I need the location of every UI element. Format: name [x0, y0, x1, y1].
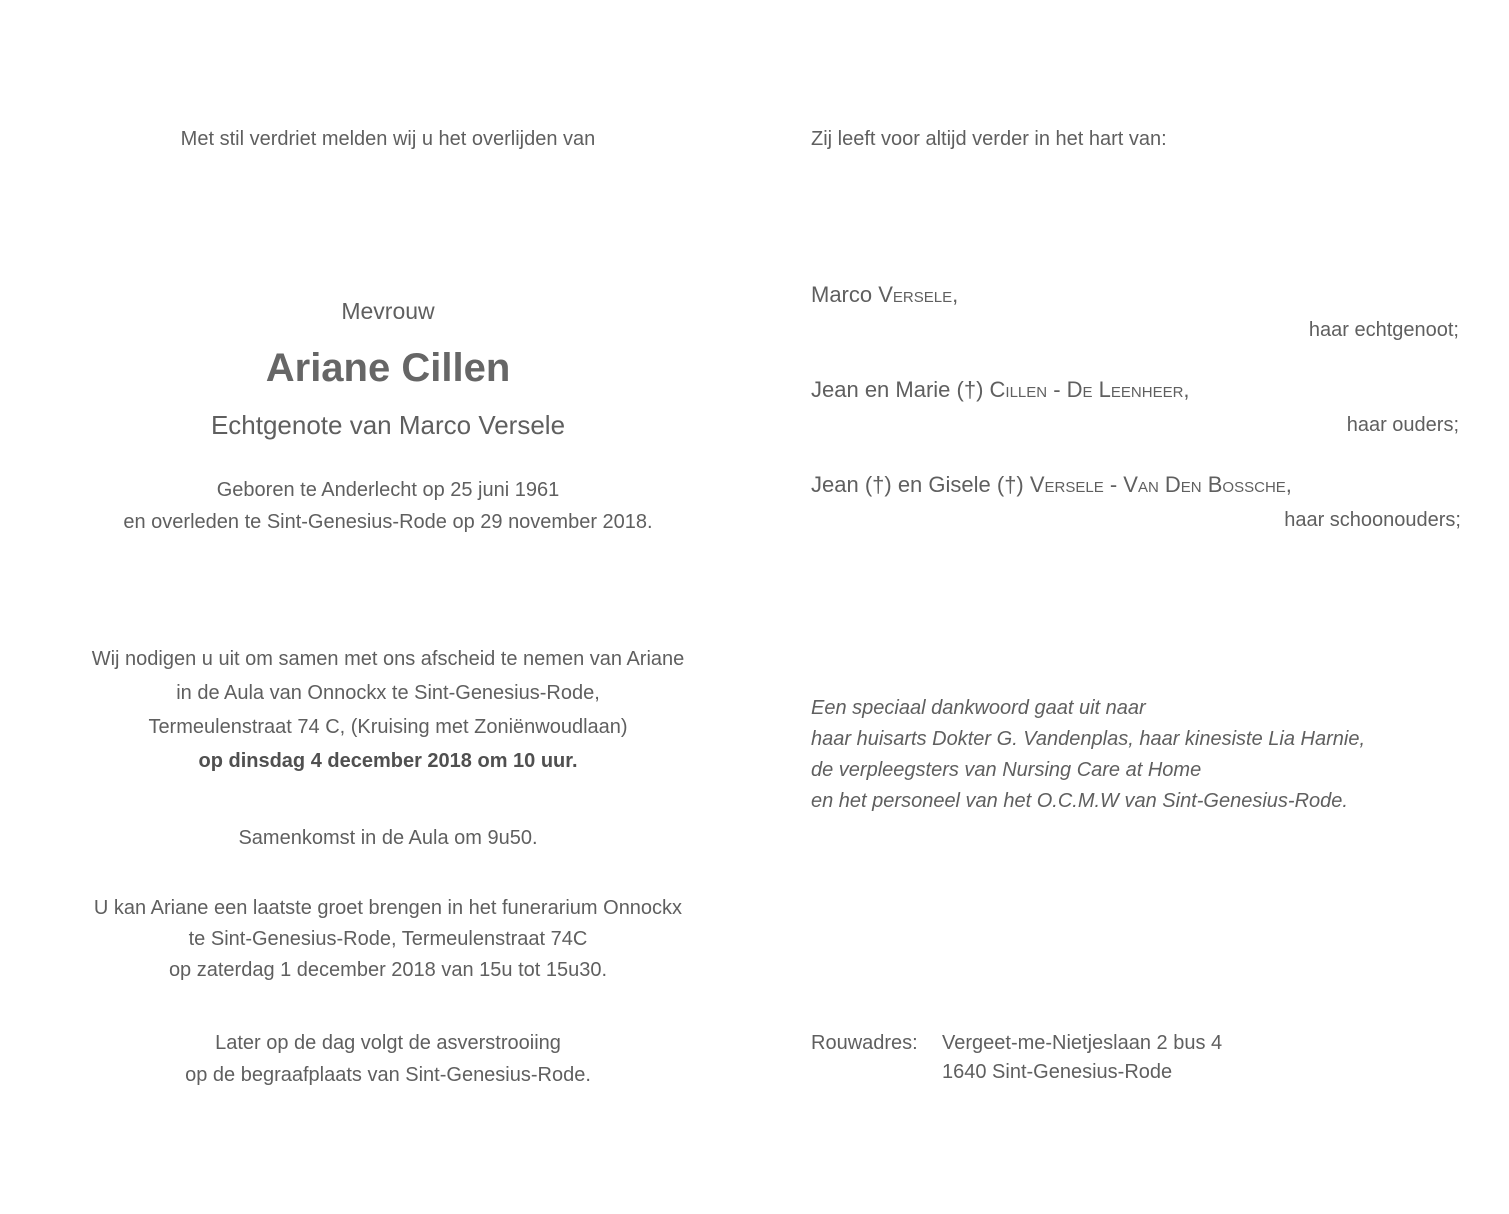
intro-text: Met stil verdriet melden wij u het overlijden van [180, 128, 596, 150]
relative-role: haar echtgenoot; [1308, 319, 1459, 341]
relative-name [811, 280, 1461, 310]
address-label: Rouwadres: [811, 1032, 918, 1054]
thanks-block [811, 693, 1461, 817]
birth-death-block [70, 474, 706, 538]
relative-given-names: Marco [811, 282, 879, 307]
death-line: en overleden te Sint-Genesius-Rode op 29 november 2018. [123, 511, 653, 533]
relative-family-name: Versele [878, 282, 953, 307]
visitation-line: op zaterdag 1 december 2018 van 15u tot 15u30. [168, 959, 608, 981]
ceremony-line: Termeulenstraat 74 C, (Kruising met Zoniënwoudlaan) [148, 716, 628, 738]
relative-family-name: Versele - Van Den Bossche [1029, 472, 1286, 497]
address-city: 1640 Sint-Genesius-Rode [942, 1061, 1173, 1083]
visitation-line: U kan Ariane een laatste groet brengen in het funerarium Onnockx [93, 897, 683, 919]
relative-role: haar ouders; [1346, 414, 1459, 436]
relative-role: haar schoonouders; [1284, 509, 1461, 531]
ceremony-date: op dinsdag 4 december 2018 om 10 uur. [198, 750, 578, 772]
address-block [942, 1029, 1222, 1087]
thanks-line: Een speciaal dankwoord gaat uit naar [811, 697, 1146, 719]
address-street: Vergeet-me-Nietjeslaan 2 bus 4 [942, 1032, 1223, 1054]
relative-family-name: Cillen - De Leenheer [989, 377, 1184, 402]
visitation-line: te Sint-Genesius-Rode, Termeulenstraat 74C [188, 928, 588, 950]
spouse-line: Echtgenote van Marco Versele [210, 410, 566, 440]
thanks-line: haar huisarts Dokter G. Vandenplas, haar kinesiste Lia Harnie, [811, 728, 1365, 750]
thanks-line: de verpleegsters van Nursing Care at Home [811, 759, 1202, 781]
ceremony-line: in de Aula van Onnockx te Sint-Genesius-Rode, [176, 682, 600, 704]
thanks-line: en het personeel van het O.C.M.W van Sint-Genesius-Rode. [811, 790, 1348, 812]
relative-suffix: , [1285, 472, 1292, 497]
gathering-text: Samenkomst in de Aula om 9u50. [238, 827, 538, 849]
ashes-line: op de begraafplaats van Sint-Genesius-Rode. [185, 1064, 591, 1086]
ceremony-line: Wij nodigen u uit om samen met ons afscheid te nemen van Ariane [91, 648, 685, 670]
ceremony-block [70, 642, 706, 778]
ashes-line: Later op de dag volgt de asverstrooiing [215, 1032, 561, 1054]
relative-name [811, 470, 1461, 500]
right-intro-text: Zij leeft voor altijd verder in het hart van: [811, 128, 1167, 150]
relative-suffix: , [1183, 377, 1190, 402]
relative-given-names: Jean en Marie (†) [811, 377, 990, 402]
honorific: Mevrouw [341, 298, 435, 324]
visitation-block [70, 893, 706, 986]
relative-given-names: Jean (†) en Gisele (†) [811, 472, 1030, 497]
relative-name [811, 375, 1461, 405]
birth-line: Geboren te Anderlecht op 25 juni 1961 [216, 479, 560, 501]
relative-suffix: , [952, 282, 959, 307]
deceased-name: Ariane Cillen [265, 346, 511, 390]
ashes-block [70, 1027, 706, 1091]
